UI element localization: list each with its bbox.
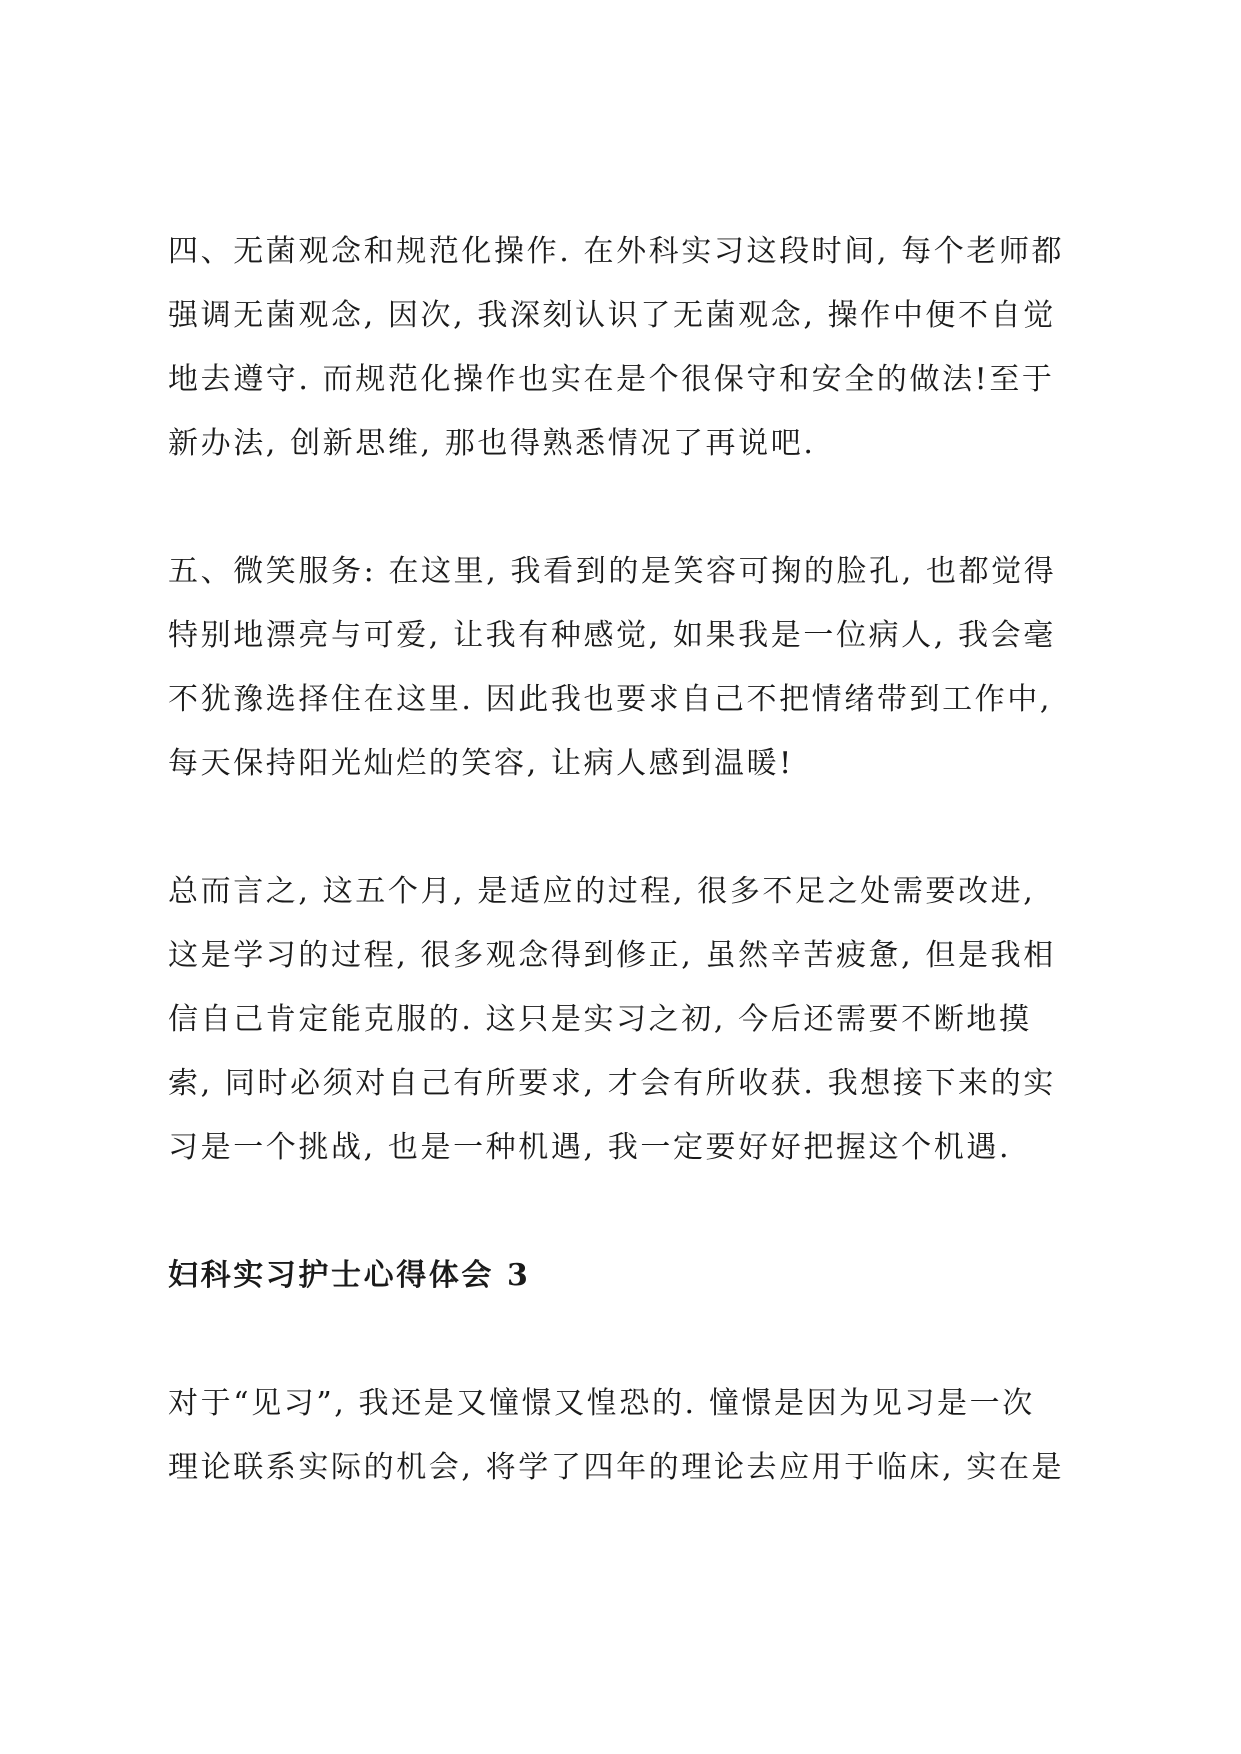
text-line: 五、微笑服务: 在这里, 我看到的是笑容可掬的脸孔, 也都觉得 [168, 554, 1057, 589]
paragraph-section-4 [168, 220, 1090, 476]
text-line: 索, 同时必须对自己有所要求, 才会有所收获. 我想接下来的实 [168, 1066, 1056, 1101]
text-line: 强调无菌观念, 因次, 我深刻认识了无菌观念, 操作中便不自觉 [168, 298, 1056, 333]
text-line: 习是一个挑战, 也是一种机遇, 我一定要好好把握这个机遇. [168, 1130, 1012, 1165]
text-line: 对于“见习”, 我还是又憧憬又惶恐的. 憧憬是因为见习是一次 [168, 1386, 1035, 1421]
text-line: 总而言之, 这五个月, 是适应的过程, 很多不足之处需要改进, [168, 874, 1036, 909]
section-heading: 妇科实习护士心得体会 3 [168, 1258, 531, 1293]
text-line: 这是学习的过程, 很多观念得到修正, 虽然辛苦疲惫, 但是我相 [168, 938, 1056, 973]
paragraph-section-5 [168, 540, 1090, 796]
text-line: 特别地漂亮与可爱, 让我有种感觉, 如果我是一位病人, 我会毫 [168, 618, 1056, 653]
document-body [168, 220, 1090, 1500]
text-line: 四、无菌观念和规范化操作. 在外科实习这段时间, 每个老师都 [168, 234, 1065, 269]
paragraph-summary [168, 860, 1090, 1180]
text-line: 地去遵守. 而规范化操作也实在是个很保守和安全的做法!至于 [168, 362, 1055, 397]
text-line: 新办法, 创新思维, 那也得熟悉情况了再说吧. [168, 426, 816, 461]
paragraph-intro-3 [168, 1372, 1090, 1500]
text-line: 信自己肯定能克服的. 这只是实习之初, 今后还需要不断地摸 [168, 1002, 1032, 1037]
text-line: 每天保持阳光灿烂的笑容, 让病人感到温暖! [168, 746, 794, 781]
text-line: 理论联系实际的机会, 将学了四年的理论去应用于临床, 实在是 [168, 1450, 1065, 1485]
text-line: 不犹豫选择住在这里. 因此我也要求自己不把情绪带到工作中, [168, 682, 1053, 717]
